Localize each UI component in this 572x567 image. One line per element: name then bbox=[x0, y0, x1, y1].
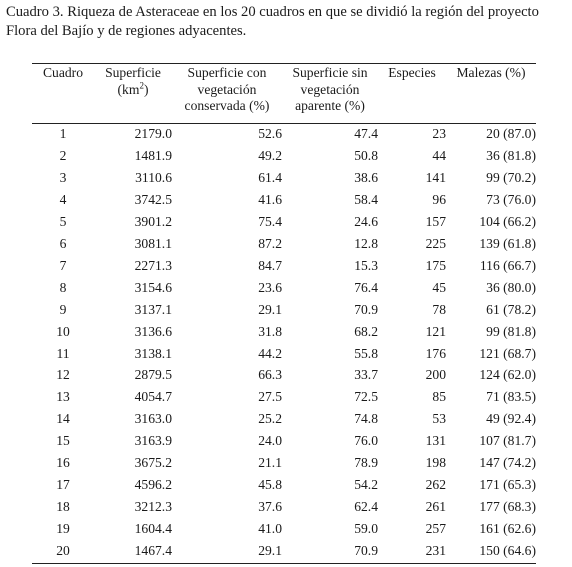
cell-superficie: 1481.9 bbox=[134, 147, 172, 163]
header-superficie-conservada: Superficie con vegetación conservada (%) bbox=[184, 65, 270, 113]
cell-malezas: 139 (61.8) bbox=[479, 235, 536, 251]
cell-conservada: 27.5 bbox=[258, 389, 282, 405]
table-caption bbox=[6, 3, 568, 41]
cell-sin-vegetacion: 72.5 bbox=[354, 389, 378, 405]
cell-cuadro: 7 bbox=[59, 257, 67, 273]
table-body bbox=[32, 123, 536, 562]
cell-sin-vegetacion: 24.6 bbox=[354, 213, 378, 229]
cell-sin-vegetacion: 70.9 bbox=[354, 543, 378, 559]
cell-superficie: 3742.5 bbox=[134, 191, 172, 207]
cell-especies: 261 bbox=[425, 499, 446, 515]
cell-superficie: 3154.6 bbox=[134, 279, 172, 295]
cell-malezas: 124 (62.0) bbox=[479, 367, 536, 383]
cell-malezas: 61 (78.2) bbox=[486, 301, 536, 317]
cell-malezas: 171 (65.3) bbox=[479, 477, 536, 493]
cell-sin-vegetacion: 58.4 bbox=[354, 191, 378, 207]
cell-especies: 257 bbox=[425, 521, 446, 537]
cell-sin-vegetacion: 15.3 bbox=[354, 257, 378, 273]
table-row bbox=[32, 364, 536, 386]
cell-conservada: 25.2 bbox=[258, 411, 282, 427]
cell-malezas: 147 (74.2) bbox=[479, 455, 536, 471]
cell-cuadro: 10 bbox=[56, 323, 70, 339]
cell-malezas: 116 (66.7) bbox=[479, 257, 536, 273]
cell-cuadro: 3 bbox=[59, 169, 67, 185]
cell-superficie: 3110.6 bbox=[135, 169, 172, 185]
cell-superficie: 3675.2 bbox=[134, 455, 172, 471]
cell-especies: 78 bbox=[432, 301, 446, 317]
cell-superficie: 2179.0 bbox=[134, 126, 172, 141]
table-row bbox=[32, 189, 536, 211]
table-row bbox=[32, 145, 536, 167]
cell-superficie: 3901.2 bbox=[134, 213, 172, 229]
cell-sin-vegetacion: 12.8 bbox=[354, 235, 378, 251]
caption-line-2: Flora del Bajío y de regiones adyacentes. bbox=[6, 23, 247, 39]
cell-sin-vegetacion: 55.8 bbox=[354, 345, 378, 361]
cell-cuadro: 19 bbox=[56, 521, 70, 537]
cell-sin-vegetacion: 50.8 bbox=[354, 147, 378, 163]
cell-conservada: 45.8 bbox=[258, 477, 282, 493]
cell-malezas: 161 (62.6) bbox=[479, 521, 536, 537]
cell-cuadro: 6 bbox=[59, 235, 67, 251]
cell-sin-vegetacion: 38.6 bbox=[354, 169, 378, 185]
cell-malezas: 99 (70.2) bbox=[486, 169, 536, 185]
cell-malezas: 20 (87.0) bbox=[486, 126, 536, 141]
header-malezas: Malezas (%) bbox=[456, 65, 526, 80]
table-row bbox=[32, 518, 536, 540]
cell-cuadro: 12 bbox=[56, 367, 70, 383]
table-row bbox=[32, 255, 536, 277]
cell-malezas: 177 (68.3) bbox=[479, 499, 536, 515]
table-bottom-rule bbox=[32, 563, 536, 564]
cell-conservada: 75.4 bbox=[258, 213, 282, 229]
table-row bbox=[32, 386, 536, 408]
cell-especies: 262 bbox=[425, 477, 446, 493]
cell-sin-vegetacion: 74.8 bbox=[354, 411, 378, 427]
cell-conservada: 52.6 bbox=[258, 126, 282, 141]
cell-malezas: 36 (80.0) bbox=[486, 279, 536, 295]
cell-malezas: 71 (83.5) bbox=[486, 389, 536, 405]
table-row bbox=[32, 430, 536, 452]
table-row bbox=[32, 321, 536, 343]
cell-conservada: 41.0 bbox=[258, 521, 282, 537]
table-row bbox=[32, 496, 536, 518]
cell-especies: 23 bbox=[432, 126, 446, 141]
cell-superficie: 1467.4 bbox=[134, 543, 172, 559]
cell-malezas: 104 (66.2) bbox=[479, 213, 536, 229]
cell-especies: 176 bbox=[425, 345, 446, 361]
cell-superficie: 3163.9 bbox=[134, 433, 172, 449]
header-superficie-sin-vegetacion: Superficie sin vegetación aparente (%) bbox=[292, 65, 368, 113]
cell-superficie: 3136.6 bbox=[134, 323, 172, 339]
cell-sin-vegetacion: 59.0 bbox=[354, 521, 378, 537]
header-cuadro: Cuadro bbox=[42, 65, 84, 80]
cell-malezas: 150 (64.6) bbox=[479, 543, 536, 559]
cell-superficie: 3137.1 bbox=[134, 301, 172, 317]
cell-cuadro: 18 bbox=[56, 499, 70, 515]
cell-sin-vegetacion: 62.4 bbox=[354, 499, 378, 515]
cell-sin-vegetacion: 76.4 bbox=[354, 279, 378, 295]
cell-especies: 121 bbox=[425, 323, 446, 339]
cell-sin-vegetacion: 47.4 bbox=[354, 126, 378, 141]
cell-superficie: 3212.3 bbox=[134, 499, 172, 515]
cell-sin-vegetacion: 78.9 bbox=[354, 455, 378, 471]
cell-malezas: 73 (76.0) bbox=[486, 191, 536, 207]
table-row bbox=[32, 277, 536, 299]
cell-malezas: 107 (81.7) bbox=[479, 433, 536, 449]
cell-cuadro: 20 bbox=[56, 543, 70, 559]
cell-especies: 131 bbox=[425, 433, 446, 449]
header-superficie: Superficie $(km^2)$ bbox=[105, 65, 161, 97]
cell-especies: 198 bbox=[425, 455, 446, 471]
cell-conservada: 61.4 bbox=[258, 169, 282, 185]
table-row bbox=[32, 167, 536, 189]
header-especies: Especies bbox=[388, 65, 436, 80]
cell-superficie: 3081.1 bbox=[134, 235, 172, 251]
cell-cuadro: 9 bbox=[59, 301, 67, 317]
cell-conservada: 44.2 bbox=[258, 345, 282, 361]
cell-especies: 44 bbox=[432, 147, 446, 163]
cell-cuadro: 1 bbox=[59, 126, 67, 141]
cell-superficie: 4596.2 bbox=[134, 477, 172, 493]
cell-cuadro: 8 bbox=[59, 279, 67, 295]
table-row bbox=[32, 540, 536, 562]
cell-conservada: 23.6 bbox=[258, 279, 282, 295]
cell-sin-vegetacion: 54.2 bbox=[354, 477, 378, 493]
cell-conservada: 24.0 bbox=[258, 433, 282, 449]
cell-especies: 45 bbox=[432, 279, 446, 295]
cell-superficie: 1604.4 bbox=[134, 521, 172, 537]
cell-especies: 175 bbox=[425, 257, 446, 273]
table-row bbox=[32, 452, 536, 474]
cell-conservada: 66.3 bbox=[258, 367, 282, 383]
caption-line-1: Cuadro 3. Riqueza de Asteraceae en los 20 cuadros en que se dividió la región del proyecto bbox=[6, 4, 539, 20]
cell-superficie: 2271.3 bbox=[134, 257, 172, 273]
cell-conservada: 49.2 bbox=[258, 147, 282, 163]
cell-especies: 200 bbox=[425, 367, 446, 383]
table-row bbox=[32, 474, 536, 496]
cell-conservada: 37.6 bbox=[258, 499, 282, 515]
cell-malezas: 49 (92.4) bbox=[486, 411, 536, 427]
cell-conservada: 29.1 bbox=[258, 543, 282, 559]
cell-malezas: 36 (81.8) bbox=[486, 147, 536, 163]
cell-superficie: 3163.0 bbox=[134, 411, 172, 427]
cell-conservada: 21.1 bbox=[258, 455, 282, 471]
cell-especies: 96 bbox=[432, 191, 446, 207]
table-row bbox=[32, 299, 536, 321]
cell-especies: 225 bbox=[425, 235, 446, 251]
asteraceae-table bbox=[32, 64, 536, 562]
cell-cuadro: 4 bbox=[59, 191, 67, 207]
cell-superficie: 4054.7 bbox=[134, 389, 172, 405]
cell-cuadro: 16 bbox=[56, 455, 70, 471]
table-row bbox=[32, 211, 536, 233]
cell-sin-vegetacion: 70.9 bbox=[354, 301, 378, 317]
table-header-row bbox=[32, 64, 536, 123]
cell-conservada: 87.2 bbox=[258, 235, 282, 251]
cell-cuadro: 15 bbox=[56, 433, 70, 449]
cell-cuadro: 17 bbox=[56, 477, 70, 493]
cell-conservada: 29.1 bbox=[258, 301, 282, 317]
cell-malezas: 99 (81.8) bbox=[486, 323, 536, 339]
cell-malezas: 121 (68.7) bbox=[479, 345, 536, 361]
cell-cuadro: 11 bbox=[56, 345, 70, 361]
cell-conservada: 84.7 bbox=[258, 257, 282, 273]
cell-cuadro: 14 bbox=[56, 411, 70, 427]
cell-sin-vegetacion: 68.2 bbox=[354, 323, 378, 339]
cell-conservada: 41.6 bbox=[258, 191, 282, 207]
cell-sin-vegetacion: 33.7 bbox=[354, 367, 378, 383]
cell-especies: 53 bbox=[432, 411, 446, 427]
table-row bbox=[32, 343, 536, 365]
cell-especies: 141 bbox=[425, 169, 446, 185]
cell-superficie: 3138.1 bbox=[134, 345, 172, 361]
cell-cuadro: 2 bbox=[59, 147, 67, 163]
table-row bbox=[32, 408, 536, 430]
cell-conservada: 31.8 bbox=[258, 323, 282, 339]
cell-cuadro: 13 bbox=[56, 389, 70, 405]
cell-especies: 157 bbox=[425, 213, 446, 229]
cell-especies: 85 bbox=[432, 389, 446, 405]
cell-cuadro: 5 bbox=[59, 213, 67, 229]
cell-especies: 231 bbox=[425, 543, 446, 559]
table-row bbox=[32, 123, 536, 145]
table-row bbox=[32, 233, 536, 255]
cell-superficie: 2879.5 bbox=[134, 367, 172, 383]
cell-sin-vegetacion: 76.0 bbox=[354, 433, 378, 449]
